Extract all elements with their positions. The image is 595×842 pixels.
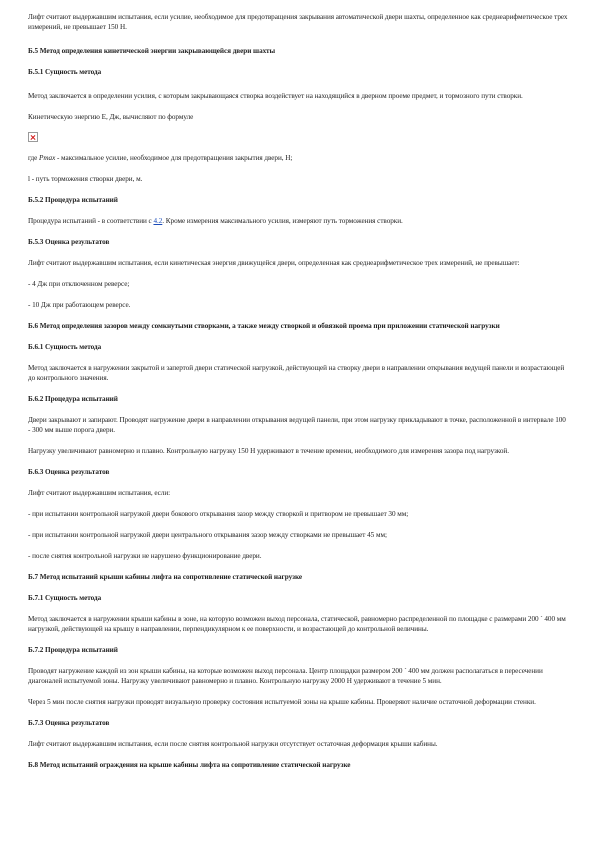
paragraph: Лифт считают выдержавшим испытания, если усилие, необходимое для предотвращения закрывания автоматической двери шахты, определенное как среднеарифметическое трех измерений, не превышает 150 Н. xyxy=(28,13,568,31)
section-heading: Б.7 Метод испытаний крыши кабины лифта на сопротивление статической нагрузке xyxy=(28,573,303,581)
paragraph: Проводят нагружение каждой из зон крыши кабины, на которые возможен выход персонала. Центр площадки размером 200 ´ 400 мм должен располагаться в пересечении диагоналей испытуемой зоны. Нагрузку увеличивают равномерно и плавно. Контрольную нагрузку 2000 Н удерживают в течение 5 мин. xyxy=(28,667,543,685)
subsection-heading: Б.6.2 Процедура испытаний xyxy=(28,395,118,403)
list-item: - при испытании контрольной нагрузкой двери бокового открывания зазор между створкой и притвором не превышает 30 мм; xyxy=(28,510,409,518)
list-item: - при испытании контрольной нагрузкой двери центрального открывания зазор между створками не превышает 45 мм; xyxy=(28,531,387,539)
list-item: - после снятия контрольной нагрузки не нарушено функционирование двери. xyxy=(28,552,262,560)
subsection-heading: Б.5.2 Процедура испытаний xyxy=(28,196,118,204)
clause-link[interactable]: 4.2 xyxy=(153,217,163,225)
subsection-heading: Б.7.2 Процедура испытаний xyxy=(28,646,118,654)
paragraph: Процедура испытаний - в соответствии с 4.2. Кроме измерения максимального усилия, измеряют путь торможения створки. xyxy=(28,217,403,225)
broken-image-icon xyxy=(28,132,38,142)
document-body xyxy=(28,12,568,770)
subsection-heading: Б.5.1 Сущность метода xyxy=(28,68,102,76)
paragraph: Нагрузку увеличивают равномерно и плавно. Контрольную нагрузку 150 Н удерживают в течение времени, необходимого для измерения зазора под нагрузкой. xyxy=(28,447,509,455)
paragraph: Лифт считают выдержавшим испытания, если после снятия контрольной нагрузки отсутствует остаточная деформация крыши кабины. xyxy=(28,740,438,748)
paragraph: Метод заключается в нагружении закрытой и запертой двери статической нагрузкой, действующей на створку двери в направлении открывания ведущей панели и возрастающей до контрольного значения. xyxy=(28,364,565,382)
section-heading: Б.8 Метод испытаний ограждения на крыше кабины лифта на сопротивление статической нагрузке xyxy=(28,761,351,769)
paragraph: l - путь торможения створки двери, м. xyxy=(28,175,143,183)
list-item: - 4 Дж при отключенном реверсе; xyxy=(28,280,130,288)
paragraph: Лифт считают выдержавшим испытания, если кинетическая энергия движущейся двери, определенная как среднеарифметическое трех измерений, не превышает: xyxy=(28,259,520,267)
subsection-heading: Б.5.3 Оценка результатов xyxy=(28,238,110,246)
paragraph: Метод заключается в нагружении крыши кабины в зоне, на которую возможен выход персонала, статической, равномерно распределенной по площадке с размерами 200 ´ 400 мм нагрузкой, действующей на крышу в направлении, перпендикулярном к ее поверхности, и возрастающей до контрольной величины. xyxy=(28,615,566,633)
paragraph: Двери закрывают и запирают. Проводят нагружение двери в направлении открывания ведущей панели, при этом нагрузку прикладывают в точке, расположенной в интервале 100 - 300 мм выше порога двери. xyxy=(28,416,566,434)
formula-image xyxy=(28,132,568,142)
section-heading: Б.6 Метод определения зазоров между сомкнутыми створками, а также между створкой и обвязкой проема при приложении статической нагрузки xyxy=(28,322,500,330)
subsection-heading: Б.6.3 Оценка результатов xyxy=(28,468,110,476)
paragraph: где Pmax - максимальное усилие, необходимое для предотвращения закрытия двери, Н; xyxy=(28,154,293,162)
paragraph: Кинетическую энергию Е, Дж, вычисляют по формуле xyxy=(28,113,194,121)
subsection-heading: Б.7.1 Сущность метода xyxy=(28,594,102,602)
paragraph: Лифт считают выдержавшим испытания, если: xyxy=(28,489,171,497)
list-item: - 10 Дж при работающем реверсе. xyxy=(28,301,131,309)
subsection-heading: Б.7.3 Оценка результатов xyxy=(28,719,110,727)
pmax-symbol: Pmax xyxy=(39,154,56,162)
paragraph: Метод заключается в определении усилия, с которым закрывающаяся створка воздействует на находящийся в дверном проеме предмет, и тормозного пути створки. xyxy=(28,92,523,100)
paragraph: Через 5 мин после снятия нагрузки проводят визуальную проверку состояния испытуемой зоны на крыше кабины. Проверяют наличие остаточной деформации стенки. xyxy=(28,698,536,706)
subsection-heading: Б.6.1 Сущность метода xyxy=(28,343,102,351)
section-heading: Б.5 Метод определения кинетической энергии закрывающейся двери шахты xyxy=(28,47,276,55)
